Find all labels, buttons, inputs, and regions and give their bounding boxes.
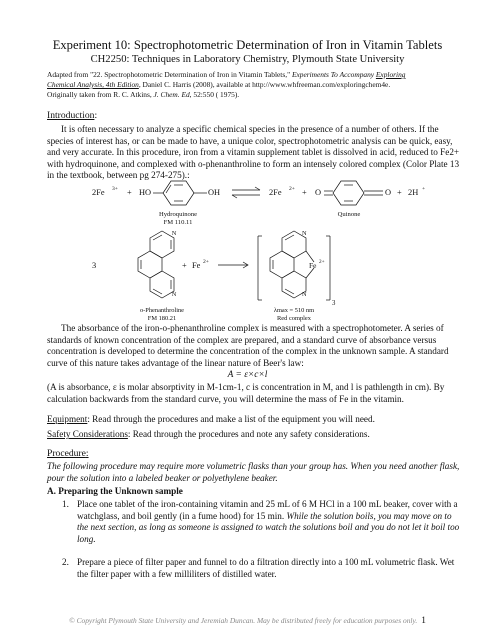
equilibrium-arrow [232,187,260,198]
scheme-plus-2: + [302,188,307,197]
reaction-arrow [218,262,248,268]
credits-link-exploring[interactable]: Exploring [375,70,406,79]
scheme-plus-3: + [397,188,402,197]
procedure-note: The following procedure may require more volumetric flasks than your group has. When you need another flask, pour the solution into a labeled beaker or polyethylene beaker. [47,461,460,483]
quinone-label: Quinone [337,211,361,218]
step-2-number: 2. [62,557,69,567]
introduction-heading-text: Introduction [47,110,95,121]
procedure-step-2 [62,557,462,580]
hydroquinone-fm: FM 110.11 [163,219,193,226]
page-number: 1 [421,616,426,626]
safety-label: Safety Considerations [47,429,128,439]
introduction-paragraph: It is often necessary to analyze a specific chemical species in the presence of a number of others. If the species of interest has, or can be made to have, a unique color, spectrophotometric analysis can be quick, easy, and very accurate. In this procedure, iron from a vitamin supplement tablet is dissolved in acid, reduced to Fe2+ with hydroquinone, and complexed with o-phenanthroline to form an intensely colored complex (Color Plate 13 in the textbook, between pg 274-275).: [47,124,460,181]
step-1-italic: While the solution boils, you may move on to the next section, as long as someone is assigned to watch the solutions boil and you do not let it boil too long. [77,510,460,544]
procedure-heading [47,448,89,459]
scheme-fe3-coef: 2Fe [92,188,105,197]
scheme-fe2-reactant-charge: 2+ [203,259,209,265]
section-a-heading: A. Preparing the Unknown sample [47,486,183,496]
step-2-text: Prepare a piece of filter paper and funnel to do a filtration directly into a 100 mL volumetric flask. Wet the filter paper with a few milliliters of distilled water. [77,557,455,579]
document-subtitle: CH2250: Techniques in Laboratory Chemistry, Plymouth State University [90,54,405,65]
scheme-ho: HO [139,188,152,197]
phen-n-top: N [171,230,177,237]
complex-subscript-3: 3 [332,300,336,307]
procedure-heading-text: Procedure [47,448,86,459]
scheme-fe2-coef: 2Fe [269,188,282,197]
credits-text-3: Originally taken from R. C. Atkins, [47,90,154,99]
lambda-max-label: λmax = 510 nm [273,307,315,314]
iron-complex-structure [258,231,330,300]
scheme-coef-3: 3 [92,261,97,270]
hydroquinone-label: Hydroquinone [158,211,198,218]
red-complex-label: Red complex [277,315,311,322]
safety-text: : Read through the procedures and note any safety considerations. [127,429,370,439]
complex-n-bottom: N [302,291,307,298]
complex-fe-charge: 2+ [319,259,325,265]
safety-line [47,429,370,439]
procedure-heading-colon: : [85,448,89,459]
phen-n-bottom: N [171,291,177,298]
scheme-o-left: O [315,188,322,197]
credits-text-2: , Daniel C. Harris (2008), available at http://www.whfreeman.com/exploringchem4e. [138,80,391,89]
scheme-plus-4: + [182,261,187,270]
complex-fe: Fe [309,261,317,270]
document-title: Experiment 10: Spectrophotometric Determination of Iron in Vitamin Tablets [52,38,443,52]
step-1-number: 1. [62,499,69,509]
scheme-2h: 2H [408,188,419,197]
scheme-fe2-charge: 2+ [289,186,295,192]
scheme-oh: OH [208,188,221,197]
credits-book-title: Experiments To Accompany [291,70,376,79]
equipment-line [47,414,375,424]
procedure-step-1 [62,499,462,545]
copyright-notice: © Copyright Plymouth State University and Jeremiah Duncan. May be distributed freely for education purposes only. [69,616,418,625]
credits-text-4: , 52:550 ( 1975). [189,90,240,99]
quinone-ring [324,181,383,205]
beers-law-definition: (A is absorbance, ε is molar absorptivity in M-1cm-1, c is concentration in M, and l is pathlength in cm). By calculation backwards from the standard curve, you will determine the mass of Fe in the vitamin. [47,382,445,404]
phen-fm: FM 180.21 [147,315,177,322]
absorbance-paragraph: The absorbance of the iron-o-phenanthroline complex is measured with a spectrophotometer. A series of standards of known concentration of the complex are prepared, and a standard curve of absorbance versus concentration is developed to determine the concentration of the complex in the unknown sample. A standard curve of this nature takes advantage of the linear nature of Beer's law: [47,323,449,368]
equipment-text: : Read through the procedures and make a list of the equipment you will need. [87,414,375,424]
complex-n-top: N [302,230,307,237]
step-1-text: Place one tablet of the iron-containing vitamin and 25 mL of 6 M HCl in a 100 mL beaker, cover with a watchglass, and boil gently (in a fume hood) for 15 min. [77,499,458,521]
phen-name: o-Phenanthroline [139,307,185,314]
equipment-label: Equipment [47,414,88,424]
scheme-plus-1: + [127,188,132,197]
credits-text-1: Adapted from "22. Spectrophotometric Determination of Iron in Vitamin Tablets," [47,70,292,79]
scheme-fe2-reactant: Fe [192,261,201,270]
beers-law-equation: A = ε×c×l [227,370,268,380]
credits-journal: J. Chem. Ed [153,90,190,99]
scheme-fe3-charge: 3+ [112,186,118,192]
introduction-heading-colon: : [94,110,98,121]
scheme-h-charge: + [422,186,426,192]
phenanthroline-structure [138,231,174,298]
page-footer [0,616,495,626]
credits-link-edition[interactable]: Chemical Analysis, 4th Edition [47,80,139,89]
scheme-o-right: O [385,188,392,197]
hydroquinone-ring [153,181,207,205]
